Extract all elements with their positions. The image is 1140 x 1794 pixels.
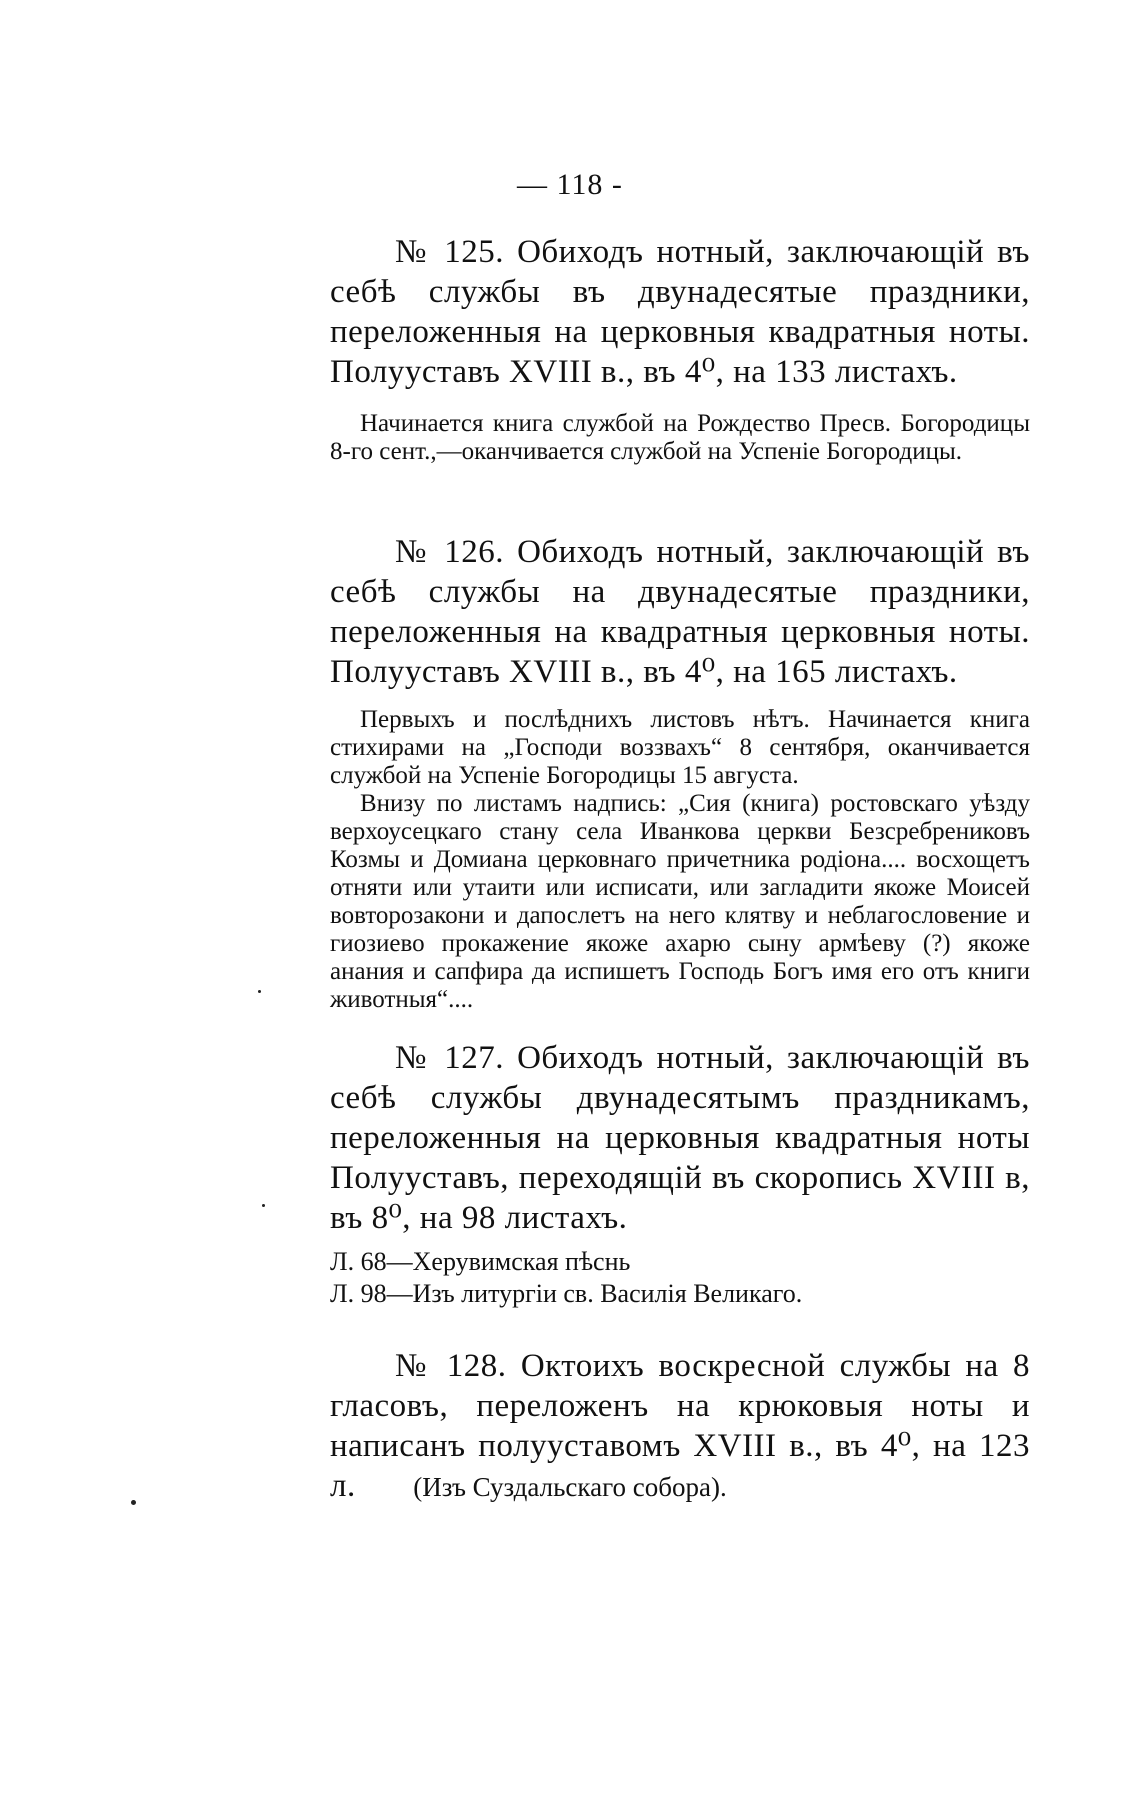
- entry-126-description: [330, 706, 1030, 1014]
- page-number: — 118 -: [517, 168, 623, 201]
- entry-125-paragraph: Начинается книга службой на Рождество Пресв. Богородицы 8-го сент.,—оканчивается службой на Успеніе Богородицы.: [330, 410, 1030, 465]
- entry-127-note: Л. 68—Херувимская пѣснь: [330, 1247, 631, 1276]
- entry-127-title: № 127. Обиходъ нотный, заключающій въ себѣ службы двунадесятымъ праздникамъ, переложенныя на церковныя квадратныя ноты Полууставъ, переходящій въ скоропись XVIII в, въ 8⁰, на 98 листахъ.: [330, 1040, 1030, 1236]
- entry-128-source: (Изъ Суздальскаго собора).: [413, 1472, 727, 1502]
- entry-125-description: [330, 410, 1030, 466]
- entry-126-paragraph-1: Первыхъ и послѣднихъ листовъ нѣтъ. Начинается книга стихирами на „Господи воззвахъ“ 8 сентября, оканчивается службой на Успеніе Богородицы 15 августа.: [330, 706, 1030, 789]
- entry-126-title: № 126. Обиходъ нотный, заключающій въ себѣ службы на двунадесятые праздники, переложенныя на квадратныя церковныя ноты. Полууставъ XVIII в., въ 4⁰, на 165 листахъ.: [330, 534, 1030, 690]
- entry-125-title: № 125. Обиходъ нотный, заключающій въ себѣ службы въ двунадесятые праздники, переложенныя на церковныя квадратныя ноты. Полууставъ XVIII в., въ 4⁰, на 133 листахъ.: [330, 234, 1030, 390]
- entry-128-title: № 128. Октоихъ воскресной службы на 8 гласовъ, переложенъ на крюковыя ноты и написанъ полууставомъ XVIII в., въ 4⁰, на 123 л.: [330, 1348, 1030, 1504]
- entry-126-paragraph-2: Внизу по листамъ надпись: „Сия (книга) ростовскаго уѣзду верхоусецкаго стану села Иванкова церкви Безсребрениковъ Козмы и Домиана церковнаго причетника родіона.... восхощетъ отняти или утаити или исписати, или загладити якоже Моисей вовторозакони и дапослетъ на него клятву и неблагословение и гиозиево прокажение якоже ахарю сыну армѣеву (?) якоже анания и сапфира да испишетъ Господь Богъ имя его отъ книги животныя“....: [330, 790, 1030, 1013]
- scan-speck: [262, 1204, 265, 1207]
- entry-127-note: Л. 98—Изъ литургіи св. Василія Великаго.: [330, 1279, 803, 1308]
- entry-127-notes: [330, 1246, 1030, 1310]
- scan-speck: [258, 990, 261, 993]
- scan-speck: [131, 1500, 136, 1505]
